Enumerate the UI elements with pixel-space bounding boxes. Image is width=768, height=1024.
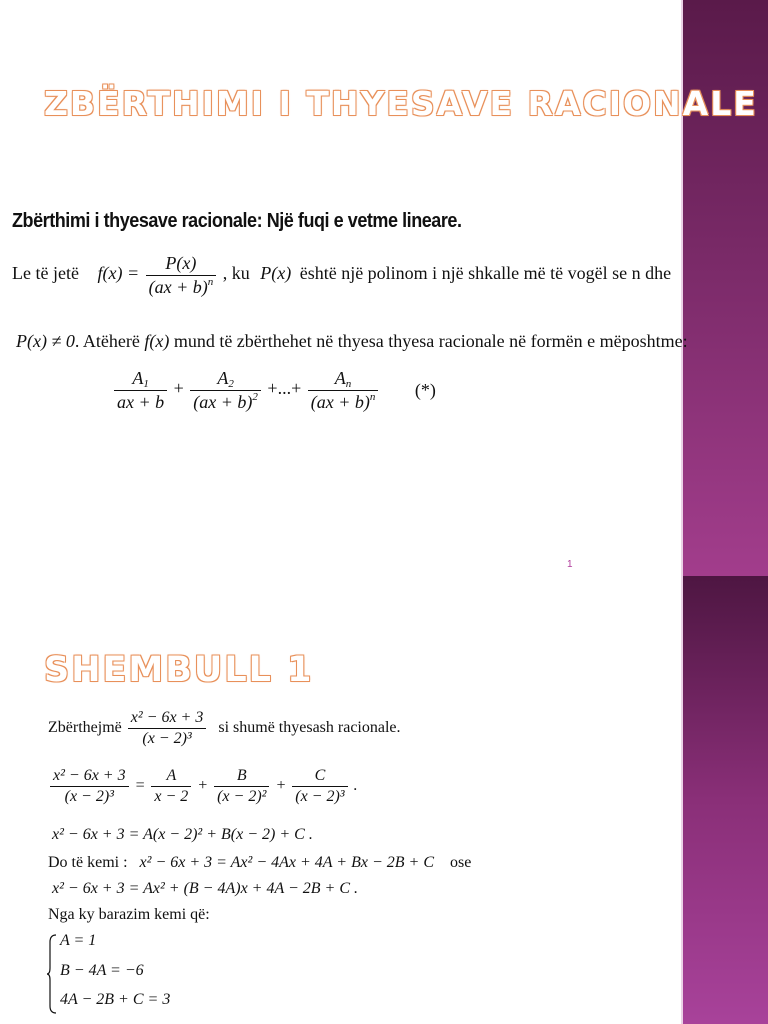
- eq1-term-a: [151, 766, 191, 807]
- line2-then: . Atëherë: [74, 331, 140, 351]
- definition-line-2: [16, 331, 688, 352]
- term2-exponent: 2: [252, 390, 258, 403]
- eq1-a-numerator: A: [151, 766, 191, 787]
- eq3-prefix: Do të kemi :: [48, 854, 128, 871]
- definition-fraction: [146, 252, 217, 298]
- line2-rest: mund të zbërthehet në thyesa thyesa racionale në formën e mëposhtme:: [173, 331, 688, 351]
- eq1-c-denominator: (x − 2)³: [295, 788, 345, 805]
- eq1-lhs-numerator: x² − 6x + 3: [50, 766, 129, 787]
- system-line-2: B − 4A = −6: [60, 962, 144, 979]
- eq1-term-b: [214, 766, 269, 807]
- equation-1: [48, 766, 358, 807]
- term1-subscript: 1: [143, 378, 149, 390]
- term2-denominator: (ax + b): [193, 391, 253, 412]
- side-band-edge: [681, 576, 683, 1024]
- denominator-base: (ax + b): [148, 276, 208, 297]
- section-heading: Zbërthimi i thyesave racionale: Një fuqi e vetme lineare.: [12, 210, 462, 232]
- eq1-lhs-denominator: (x − 2)³: [64, 788, 114, 805]
- equation-3: [48, 854, 471, 872]
- slide-title: ZBËRTHIMI I THYESAVE RACIONALE: [44, 84, 758, 123]
- eq1-lhs: [50, 766, 129, 807]
- term-1: [114, 367, 167, 413]
- equation-2: x² − 6x + 3 = A(x − 2)² + B(x − 2) + C .: [52, 826, 313, 843]
- equation-5: Nga ky barazim kemi që:: [48, 906, 210, 923]
- line1-ku: , ku: [222, 263, 250, 284]
- intro-denominator: (x − 2)³: [142, 730, 192, 747]
- eq1-c-numerator: C: [292, 766, 347, 787]
- equation-4: x² − 6x + 3 = Ax² + (B − 4A)x + 4A − 2B + C .: [52, 880, 358, 897]
- decorative-side-band: [683, 576, 768, 1024]
- denominator-exponent: n: [207, 275, 214, 288]
- definition-line-1: [12, 252, 671, 298]
- function-ref: f(x): [144, 331, 170, 351]
- decomposition-formula: [112, 367, 436, 413]
- intro-fraction: [128, 708, 207, 749]
- term2-subscript: 2: [228, 378, 234, 390]
- termn-denominator: (ax + b): [310, 391, 370, 412]
- function-label: f(x) =: [97, 263, 140, 284]
- intro-prefix: Zbërthejmë: [48, 719, 122, 737]
- term1-numerator: A: [132, 368, 144, 388]
- equals-sign: =: [134, 777, 146, 795]
- system-line-3: 4A − 2B + C = 3: [60, 991, 171, 1008]
- polynomial-label: P(x): [260, 263, 292, 284]
- term-2: [190, 367, 261, 413]
- example-intro: [48, 708, 401, 749]
- termn-numerator: A: [334, 368, 346, 388]
- eq1-period: .: [353, 777, 358, 795]
- eq1-b-denominator: (x − 2)²: [217, 788, 267, 805]
- fraction-denominator: [146, 276, 217, 299]
- formula-label: (*): [414, 379, 436, 400]
- eq1-b-numerator: B: [214, 766, 269, 787]
- term1-denominator: ax + b: [117, 391, 165, 412]
- example-title: SHEMBULL 1: [44, 650, 314, 690]
- system-line-1: A = 1: [60, 932, 97, 949]
- intro-suffix: si shumë thyesash racionale.: [218, 719, 401, 737]
- plus-sign: +: [275, 777, 287, 795]
- ellipsis: +...+: [267, 378, 302, 399]
- eq1-term-c: [292, 766, 347, 807]
- plus-sign: +: [173, 378, 184, 399]
- eq3-expression: x² − 6x + 3 = Ax² − 4Ax + 4A + Bx − 2B + C: [139, 854, 434, 871]
- termn-exponent: n: [369, 390, 376, 403]
- line1-prefix: Le të jetë: [12, 263, 79, 284]
- eq3-suffix: ose: [449, 854, 472, 871]
- system-brace: [47, 934, 57, 1014]
- term-n: [308, 367, 379, 413]
- plus-sign: +: [197, 777, 209, 795]
- termn-subscript: n: [345, 378, 352, 390]
- line1-rest: është një polinom i një shkalle më të vogël se n dhe: [299, 263, 672, 284]
- intro-numerator: x² − 6x + 3: [128, 708, 207, 729]
- page-number: 1: [567, 559, 573, 570]
- fraction-numerator: P(x): [146, 252, 217, 276]
- nonzero-condition: P(x) ≠ 0: [16, 331, 75, 351]
- term2-numerator: A: [217, 368, 229, 388]
- eq1-a-denominator: x − 2: [154, 788, 189, 805]
